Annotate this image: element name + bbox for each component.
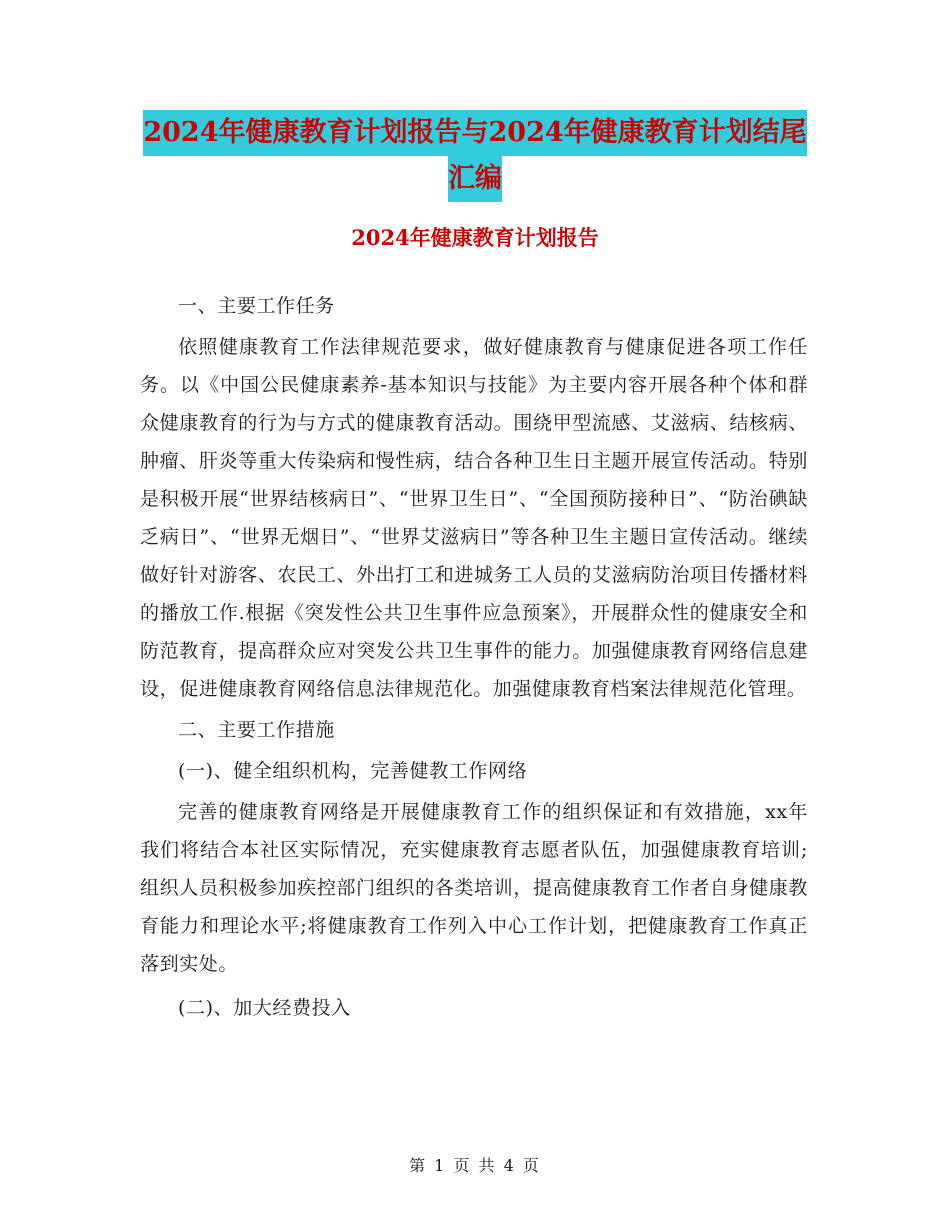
document-title-line-1: 2024年健康教育计划报告与2024年健康教育计划结尾 [143, 110, 806, 156]
document-body [140, 287, 808, 1027]
document-title [0, 110, 950, 202]
paragraph-subsection-1: 完善的健康教育网络是开展健康教育工作的组织保证和有效措施，xx年我们将结合本社区实际情况，充实健康教育志愿者队伍，加强健康教育培训;组织人员积极参加疾控部门组织的各类培训，提高健康教育工作者自身健康教育能力和理论水平;将健康教育工作列入中心工作计划，把健康教育工作真正落到实处。 [140, 801, 808, 975]
heading-main-tasks: 一、主要工作任务 [178, 295, 335, 317]
heading-subsection-2: (二)、加大经费投入 [178, 997, 351, 1019]
section-title: 2024年健康教育计划报告 [351, 225, 599, 250]
document-title-line-2: 汇编 [448, 156, 502, 202]
heading-subsection-1: (一)、健全组织机构，完善健教工作网络 [178, 760, 528, 782]
paragraph-main-tasks: 依照健康教育工作法律规范要求，做好健康教育与健康促进各项工作任务。以《中国公民健康素养-基本知识与技能》为主要内容开展各种个体和群众健康教育的行为与方式的健康教育活动。围绕甲型流感、艾滋病、结核病、肿瘤、肝炎等重大传染病和慢性病，结合各种卫生日主题开展宣传活动。特别是积极开展“世界结核病日”、“世界卫生日”、“全国预防接种日”、“防治碘缺乏病日”、“世界无烟日”、“世界艾滋病日”等各种卫生主题日宣传活动。继续做好针对游客、农民工、外出打工和进城务工人员的艾滋病防治项目传播材料的播放工作.根据《突发性公共卫生事件应急预案》，开展群众性的健康安全和防范教育，提高群众应对突发公共卫生事件的能力。加强健康教育网络信息建设，促进健康教育网络信息法律规范化。加强健康教育档案法律规范化管理。 [140, 336, 808, 700]
heading-main-measures: 二、主要工作措施 [178, 719, 335, 741]
page-footer: 第 1 页 共 4 页 [409, 1156, 541, 1175]
